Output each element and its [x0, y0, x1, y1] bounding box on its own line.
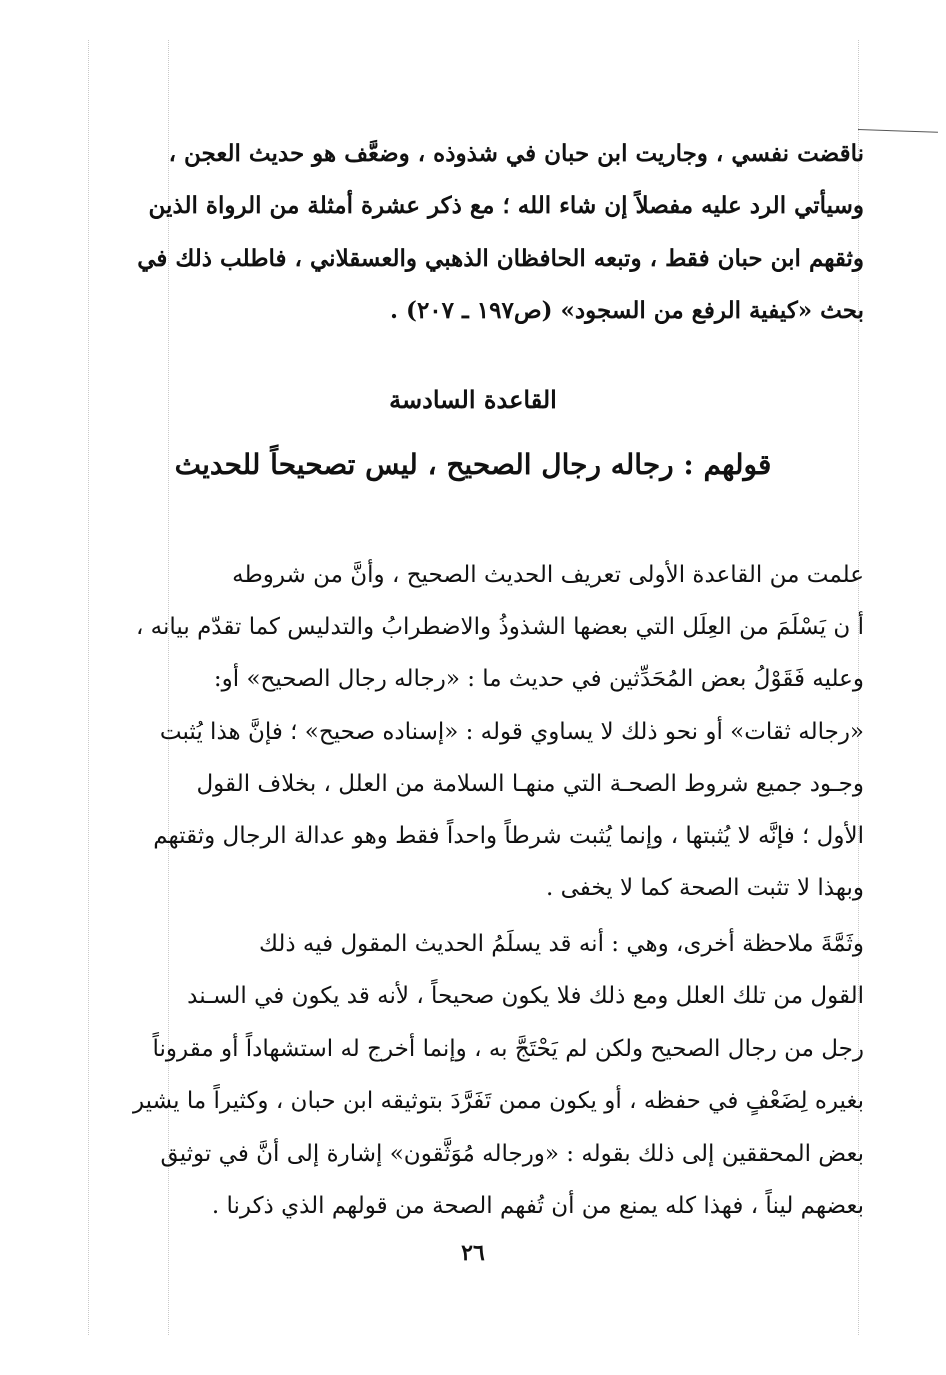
- text-line: وعليه فَقَوْلُ بعض المُحَدِّثين في حديث ما : «رجاله رجال الصحيح» أو:: [213, 666, 864, 693]
- text-line: رجل من رجال الصحيح ولكن لم يَحْتَجَّ به ، وإنما أخرج له استشهاداً أو مقروناً: [152, 1035, 864, 1062]
- text-line: القول من تلك العلل ومع ذلك فلا يكون صحيحاً ، لأنه قد يكون في السـند: [187, 983, 864, 1010]
- text-line: وبهذا لا تثبت الصحة كما لا يخفى .: [546, 875, 864, 902]
- top-paragraph: [88, 128, 864, 337]
- text-line: أ ن يَسْلَمَ من العِلَل التي بعضها الشذوذُ والاضطرابُ والتدليس كما تقدّم بيانه ،: [135, 614, 864, 641]
- text-line: بغيره لِضَعْفٍ في حفظه ، أو يكون ممن تَفَرَّدَ بتوثيقه ابن حبان ، وكثيراً ما يشير: [132, 1088, 864, 1115]
- text-line: الأول ؛ فإنَّه لا يُثبتها ، وإنما يُثبت شرطاً واحداً فقط وهو عدالة الرجال وثقتهم: [153, 823, 864, 850]
- scan-artifact-line: [858, 129, 938, 133]
- paragraph-2: [88, 918, 864, 1232]
- section-heading: القاعدة السادسة: [389, 385, 557, 414]
- text-line: بعضهم ليناً ، فهذا كله يمنع من أن تُفهم الصحة من قولهم الذي ذكرنا .: [211, 1193, 864, 1220]
- section-title: قولهم : رجاله رجال الصحيح ، ليس تصحيحاً للحديث: [174, 448, 772, 481]
- text-line: ناقضت نفسي ، وجاريت ابن حبان في شذوذه ، وضعَّف هو حديث العجن ،: [168, 140, 864, 167]
- text-line: بحث «كيفية الرفع من السجود» (ص١٩٧ ـ ٢٠٧) .: [390, 296, 864, 324]
- page-number: ٢٦: [461, 1240, 485, 1266]
- text-line: وجـود جميع شروط الصحـة التي منهـا السلامة من العلل ، بخلاف القول: [196, 770, 864, 797]
- text-line: وثَمَّةَ ملاحظة أخرى، وهي : أنه قد يسلَمُ الحديث المقول فيه ذلك: [258, 931, 864, 957]
- text-line: وسيأتي الرد عليه مفصلاً إن شاء الله ؛ مع ذكر عشرة أمثلة من الرواة الذين: [148, 192, 864, 220]
- text-line: وثقهم ابن حبان فقط ، وتبعه الحافظان الذهبي والعسقلاني ، فاطلب ذلك في: [137, 244, 864, 272]
- text-line: «رجاله ثقات» أو نحو ذلك لا يساوي قوله : «إسناده صحيح» ؛ فإنَّ هذا يُثبت: [159, 718, 864, 745]
- paragraph-1: [88, 549, 864, 914]
- text-line: علمت من القاعدة الأولى تعريف الحديث الصحيح ، وأنَّ من شروطه: [232, 562, 864, 588]
- text-line: بعض المحققين إلى ذلك بقوله : «ورجاله مُوَثَّقون» إشارة إلى أنَّ في توثيق: [160, 1140, 864, 1167]
